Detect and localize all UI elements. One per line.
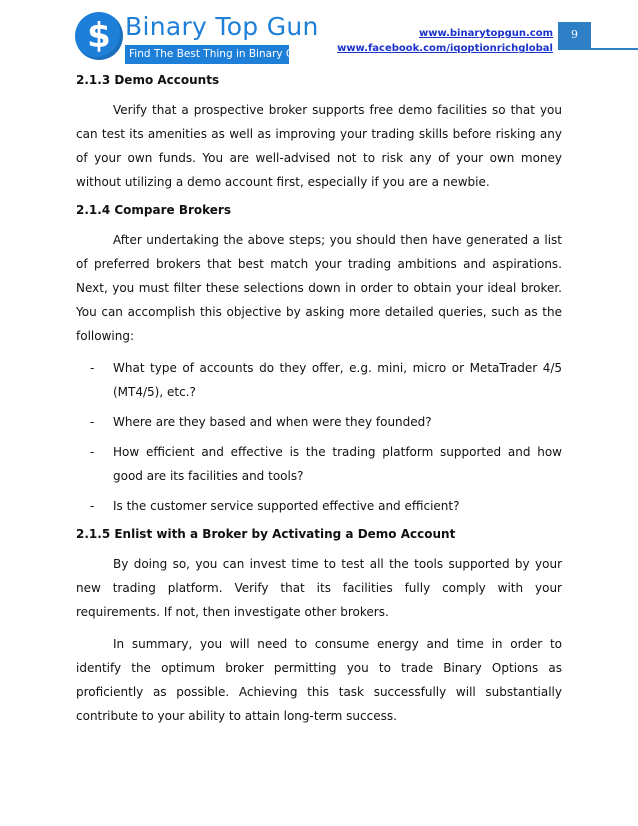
- brand-name: Binary Top Gun: [125, 12, 319, 41]
- list-item: [76, 440, 562, 488]
- list-item: [76, 410, 562, 434]
- paragraph: In summary, you will need to consume energy and time in order to identify the optimum broker permitting you to trade Binary Options as proficiently as possible. Achieving this task successfully will substantially contribute to your ability to attain long-term success.: [76, 637, 562, 723]
- paragraph: After undertaking the above steps; you should then have generated a list of preferred brokers that best match your trading ambitions and aspirations. Next, you must filter these selections down in order to obtain your ideal broker. You can accomplish this objective by asking more detailed queries, such as the following:: [76, 233, 562, 343]
- list-item-text: Is the customer service supported effective and efficient?: [113, 499, 460, 513]
- list-item-text: What type of accounts do they offer, e.g. mini, micro or MetaTrader 4/5 (MT4/5), etc.?: [113, 361, 562, 399]
- dash-bullet: -: [90, 415, 95, 429]
- dash-bullet: -: [90, 499, 95, 513]
- brand-tagline: Find The Best Thing in Binary Options: [125, 45, 289, 64]
- list-item: [76, 356, 562, 404]
- section-heading-demo-accounts: 2.1.3 Demo Accounts: [76, 73, 220, 87]
- list-item-text: Where are they based and when were they founded?: [113, 415, 432, 429]
- website-link[interactable]: www.binarytopgun.com: [419, 28, 553, 39]
- page-number-rule: [558, 48, 638, 50]
- section-heading-compare-brokers: 2.1.4 Compare Brokers: [76, 203, 231, 217]
- header-links: [337, 26, 553, 56]
- section-heading-enlist-broker: 2.1.5 Enlist with a Broker by Activating a Demo Account: [76, 527, 456, 541]
- brand-logo: [75, 12, 327, 64]
- list-item: [76, 494, 562, 518]
- document-body: [76, 72, 562, 736]
- dash-bullet: -: [90, 361, 95, 375]
- facebook-link[interactable]: www.facebook.com/iqoptionrichglobal: [337, 43, 553, 54]
- dollar-icon: $: [75, 12, 123, 60]
- question-list: [76, 356, 562, 518]
- list-item-text: How efficient and effective is the trading platform supported and how good are its facilities and tools?: [113, 445, 562, 483]
- page-number: 9: [558, 22, 591, 48]
- paragraph: Verify that a prospective broker supports free demo facilities so that you can test its amenities as well as improving your trading skills before risking any of your own funds. You are well-advised not to risk any of your own money without utilizing a demo account first, especially if you are a newbie.: [76, 103, 562, 189]
- dash-bullet: -: [90, 445, 95, 459]
- paragraph: By doing so, you can invest time to test all the tools supported by your new trading platform. Verify that its facilities fully comply with your requirements. If not, then investigate other brokers.: [76, 557, 562, 619]
